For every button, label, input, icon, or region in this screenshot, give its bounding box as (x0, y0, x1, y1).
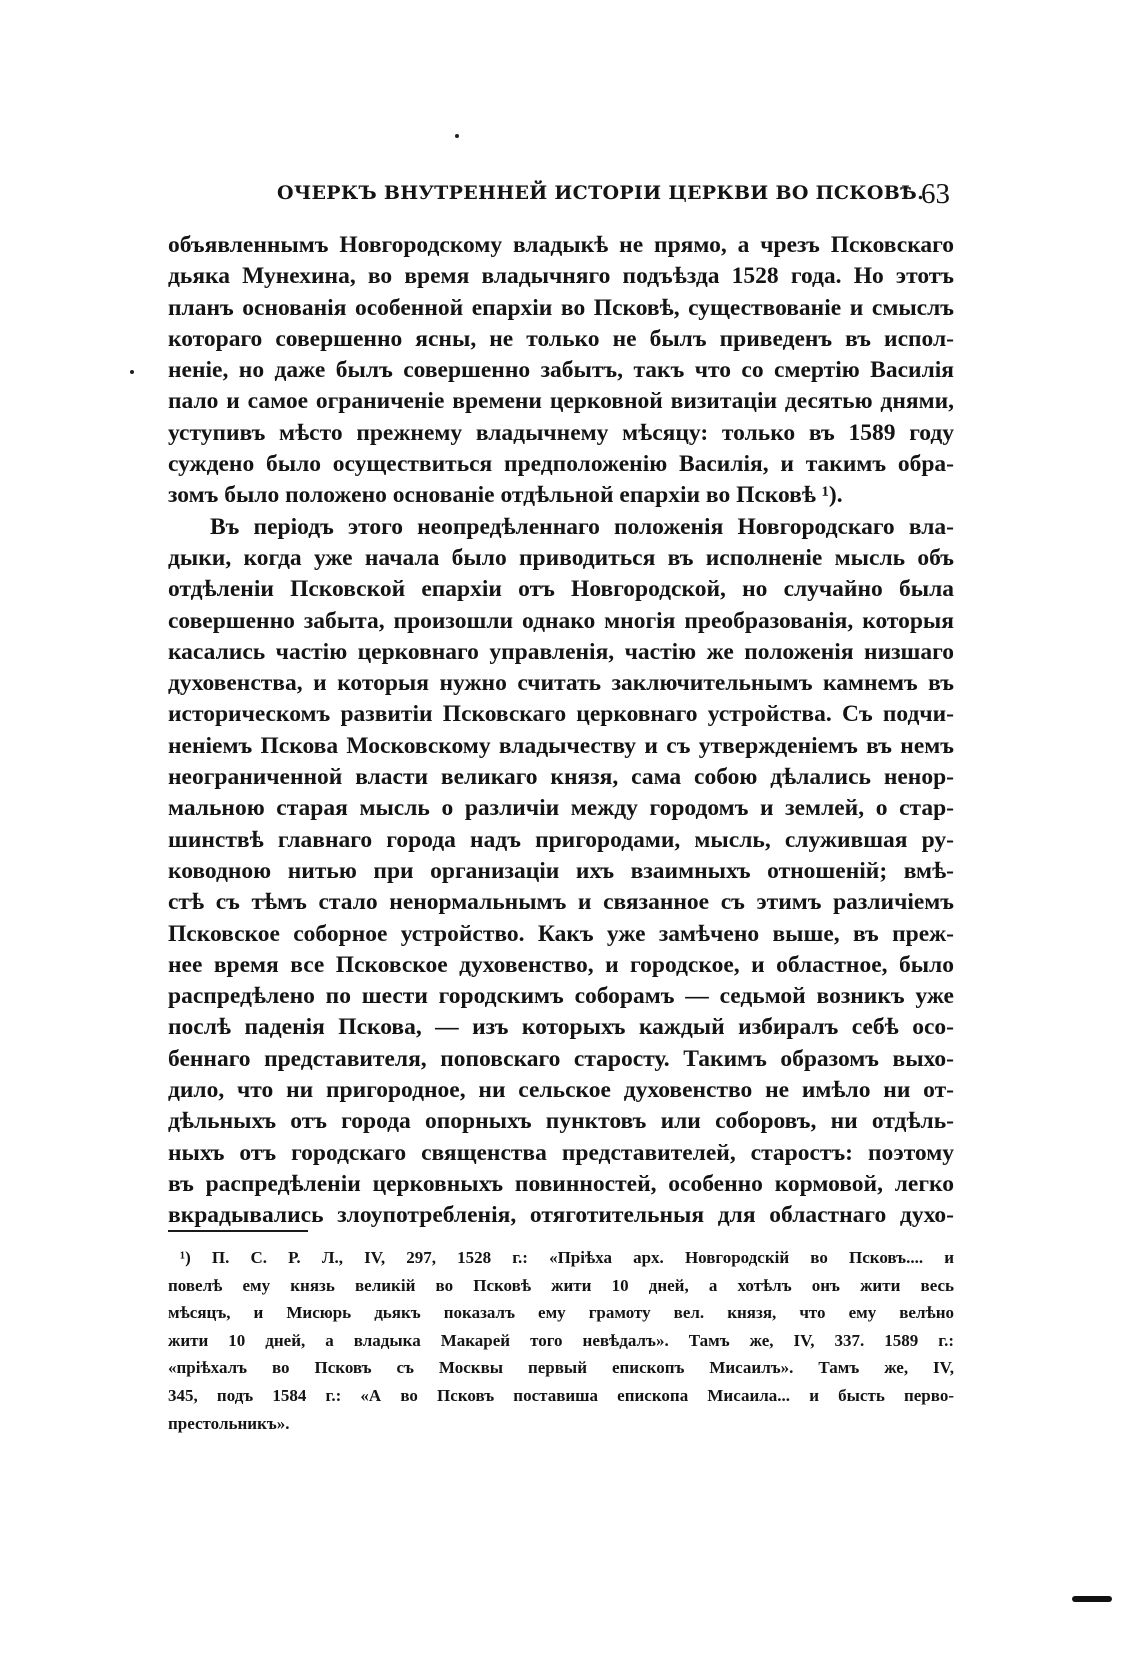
footnote-line: «пріѣхалъ во Псковъ съ Москвы первый епископъ Мисаилъ». Тамъ же, IV, (168, 1358, 954, 1378)
text-line: пало и самое ограниченіе времени церковной визитаціи десятью днями, (168, 388, 954, 415)
print-speck (130, 370, 134, 374)
text-line: объявленнымъ Новгородскому владыкѣ не прямо, а чрезъ Псковскаго (168, 232, 954, 258)
text-line: дѣльныхъ отъ города опорныхъ пунктовъ или соборовъ, ни отдѣль- (168, 1108, 954, 1135)
text-line: касались частію церковнаго управленія, частію же положенія низшаго (168, 638, 954, 665)
text-line: нее время все Псковское духовенство, и городское, и областное, было (168, 951, 954, 978)
text-line: дило, что ни пригородное, ни сельское духовенство не имѣло ни от- (168, 1077, 954, 1104)
page-number: 63 (921, 178, 950, 210)
text-line: уступивъ мѣсто прежнему владычнему мѣсяцу: только въ 1589 году (168, 419, 954, 446)
text-line: Псковское соборное устройство. Какъ уже замѣчено выше, въ преж- (168, 920, 954, 947)
footnote-line: ¹) П. С. Р. Л., IV, 297, 1528 г.: «Пріѣха арх. Новгородскій во Псковъ.... и (180, 1248, 954, 1267)
text-line: дьяка Мунехина, во время владычняго подъѣзда 1528 года. Но этотъ (168, 263, 954, 290)
text-line: неніемъ Пскова Московскому владычеству и съ утвержденіемъ въ немъ (168, 732, 954, 759)
text-line: планъ основанія особенной епархіи во Псковѣ, существованіе и смыслъ (168, 294, 954, 321)
footnote (168, 1244, 954, 1437)
text-line: въ распредѣленіи церковныхъ повинностей, особенно кормовой, легко (168, 1170, 954, 1197)
text-line: мальною старая мысль о различіи между городомъ и землей, о стар- (168, 795, 954, 822)
text-line: отдѣленіи Псковской епархіи отъ Новгородской, но случайно была (168, 576, 954, 603)
text-line: ныхъ отъ городскаго священства представителей, старостъ: поэтому (168, 1139, 954, 1166)
page-header (170, 178, 952, 218)
text-line: ководною нитью при организаціи ихъ взаимныхъ отношеній; вмѣ- (168, 857, 954, 884)
page-edge-mark (1072, 1596, 1112, 1602)
footnote-line: мѣсяцъ, и Мисюрь дьякъ показалъ ему грамоту вел. князя, что ему велѣно (168, 1303, 954, 1323)
footnote-line: жити 10 дней, а владыка Макарей того невѣдалъ». Тамъ же, IV, 337. 1589 г.: (168, 1330, 954, 1350)
footnote-line: престольникъ». (168, 1413, 290, 1433)
text-line: распредѣлено по шести городскимъ соборамъ — седьмой возникъ уже (168, 983, 954, 1010)
text-line: духовенства, и которыя нужно считать заключительнымъ камнемъ въ (168, 670, 954, 697)
text-line: котораго совершенно ясны, не только не былъ приведенъ въ испол- (168, 325, 954, 352)
main-text (168, 230, 954, 1232)
footnote-line: 345, подъ 1584 г.: «А во Псковъ поставиша епископа Мисаила... и бысть перво- (168, 1385, 954, 1405)
text-line: неограниченной власти великаго князя, сама собою дѣлались ненор- (168, 764, 954, 791)
text-line: суждено было осуществиться предположенію Василія, и такимъ обра- (168, 451, 954, 478)
text-line: стѣ съ тѣмъ стало ненормальнымъ и связанное съ этимъ различіемъ (168, 889, 954, 916)
footnote-line: повелѣ ему князь великій во Псковѣ жити 10 дней, а хотѣлъ онъ жити весь (168, 1275, 954, 1295)
text-line: совершенно забыта, произошли однако многія преобразованія, которыя (168, 607, 954, 634)
text-line: неніе, но даже былъ совершенно забытъ, такъ что со смертію Василія (168, 357, 954, 384)
print-speck (455, 134, 459, 138)
text-line: вкрадывались злоупотребленія, отяготительныя для областнаго духо- (168, 1202, 954, 1229)
text-line: историческомъ развитіи Псковскаго церковнаго устройства. Съ подчи- (168, 701, 954, 728)
text-line: послѣ паденія Пскова, — изъ которыхъ каждый избиралъ себѣ осо- (168, 1014, 954, 1041)
footnote-rule (168, 1230, 308, 1232)
text-line: беннаго представителя, поповскаго старосту. Такимъ образомъ выхо- (168, 1045, 954, 1072)
text-line: шинствѣ главнаго города надъ пригородами, мысль, служившая ру- (168, 826, 954, 853)
running-title: ОЧЕРКЪ ВНУТРЕННЕЙ ИСТОРІИ ЦЕРКВИ ВО ПСКОВѢ. (277, 182, 924, 204)
paragraph-start-line: Въ періодъ этого неопредѣленнаго положенія Новгородскаго вла- (210, 513, 954, 540)
text-line: зомъ было положено основаніе отдѣльной епархіи во Псковѣ ¹). (168, 482, 843, 509)
text-line: дыки, когда уже начала было приводиться въ исполненіе мысль объ (168, 544, 954, 571)
